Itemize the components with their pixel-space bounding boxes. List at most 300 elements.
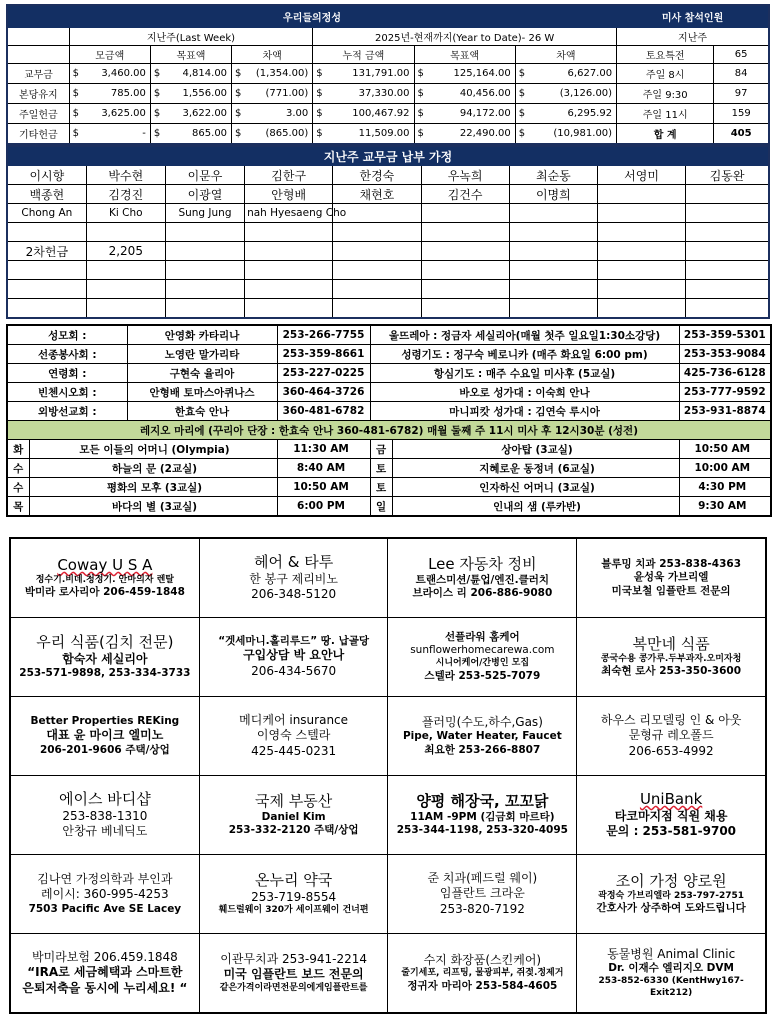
finance-subcorner-cell <box>7 46 69 64</box>
ad-title: Better Properties REKing <box>30 714 180 727</box>
ad-title: UniBank <box>639 790 703 809</box>
legion-day: 수 <box>7 478 29 497</box>
donors-table <box>6 145 770 319</box>
ad-cell[interactable] <box>10 538 199 618</box>
attendance-value: 84 <box>714 64 769 84</box>
donor-cell <box>597 280 685 299</box>
ad-cell[interactable] <box>388 538 577 618</box>
ad-detail-line: 미국 임플란트 보드 전문의 <box>223 967 364 982</box>
table-row <box>7 84 769 104</box>
ad-detail-line: 문형규 레오폴드 <box>628 728 714 743</box>
org-phone: 360-464-3726 <box>277 383 370 402</box>
ad-detail-line: Pipe, Water Heater, Faucet <box>402 730 562 743</box>
ad-cell[interactable] <box>10 618 199 697</box>
ad-detail-line: 트랜스미션/튠업/엔진.클러치 <box>415 573 550 586</box>
ad-title: Coway U S A <box>57 555 153 574</box>
donor-cell <box>421 261 509 280</box>
ad-detail-line: 브라이스 리 206-886-9080 <box>412 587 553 600</box>
donor-cell <box>421 242 509 261</box>
cell-ytd-goal: $ 40,456.00 <box>414 84 515 104</box>
cell-ytd-collected: $ 11,509.00 <box>313 124 414 145</box>
donor-cell <box>165 223 244 242</box>
ad-cell[interactable] <box>199 776 388 855</box>
donor-cell: 우녹희 <box>421 166 509 185</box>
ad-title: 메디케어 insurance <box>239 712 349 727</box>
attendance-total-label: 합 계 <box>617 124 714 145</box>
ad-row <box>10 697 766 776</box>
ad-cell[interactable] <box>577 697 766 776</box>
ad-cell[interactable] <box>199 538 388 618</box>
ad-title: 박미라보험 206.459.1848 <box>31 949 178 964</box>
ad-cell[interactable] <box>577 776 766 855</box>
ad-detail-line: 미국보철 임플란트 전문의 <box>611 584 731 597</box>
org-name: 성모회 : <box>7 325 127 345</box>
donor-cell <box>686 223 769 242</box>
donor-cell <box>7 299 86 319</box>
finance-row-label: 주일헌금 <box>7 104 69 124</box>
cell-ytd-collected: $ 37,330.00 <box>313 84 414 104</box>
finance-row-label: 교무금 <box>7 64 69 84</box>
legion-day: 일 <box>370 497 392 517</box>
finance-sub-header-row <box>7 46 769 64</box>
ad-cell[interactable] <box>10 934 199 1014</box>
table-row <box>7 325 771 345</box>
header-ytd-goal: 목표액 <box>414 46 515 64</box>
ad-title: 수지 화장품(스킨케어) <box>423 952 542 967</box>
attendance-label: 주일 8시 <box>617 64 714 84</box>
finance-title-left: 우리들의정성 <box>7 5 617 28</box>
ad-title: 김나연 가정의학과 부인과 <box>37 871 173 886</box>
ad-title: 국제 부동산 <box>255 791 333 810</box>
cell-lw-diff: $ (865.00) <box>232 124 313 145</box>
attendance-label-saturday: 토요특전 <box>617 46 714 64</box>
legion-banner: 레지오 마리에 (꾸리아 단장 : 한효숙 안나 360-481-6782) 매월 둘째 주 11시 미사 후 12시30분 (성전) <box>7 421 771 440</box>
finance-group-header-row <box>7 28 769 46</box>
ad-title: 온누리 약국 <box>255 870 333 889</box>
ad-detail-line: “IRA로 세금혜택과 스마트한 <box>27 965 183 980</box>
org-right-phone: 253-931-8874 <box>679 402 771 421</box>
table-row <box>7 402 771 421</box>
table-row <box>7 64 769 84</box>
donor-cell <box>421 299 509 319</box>
donor-cell: 서영미 <box>597 166 685 185</box>
org-right-phone: 425-736-6128 <box>679 364 771 383</box>
cell-ytd-goal: $ 94,172.00 <box>414 104 515 124</box>
ad-detail-line: 253-719-8554 <box>251 889 337 904</box>
ad-cell[interactable] <box>199 855 388 934</box>
header-ytd-collected: 누적 금액 <box>313 46 414 64</box>
legion-time: 10:50 AM <box>679 440 771 459</box>
cell-lw-collected: $ 3,460.00 <box>69 64 150 84</box>
donor-cell <box>245 242 333 261</box>
legion-time: 10:00 AM <box>679 459 771 478</box>
attendance-total-value: 405 <box>714 124 769 145</box>
table-row <box>7 223 769 242</box>
finance-row-label: 본당유지 <box>7 84 69 104</box>
ad-title: 헤어 & 타투 <box>254 553 334 572</box>
ad-detail-line: 253-332-2120 주택/상업 <box>228 824 359 837</box>
donor-cell <box>509 299 597 319</box>
donor-cell <box>245 280 333 299</box>
donor-cell <box>165 261 244 280</box>
ad-cell[interactable] <box>388 776 577 855</box>
donor-cell <box>509 280 597 299</box>
legion-day: 토 <box>370 459 392 478</box>
header-lw-goal: 목표액 <box>150 46 231 64</box>
finance-group-last-week: 지난주(Last Week) <box>69 28 313 46</box>
ad-cell[interactable] <box>577 855 766 934</box>
donor-cell: nah Hyesaeng Cho <box>245 204 333 223</box>
donor-cell <box>86 280 165 299</box>
donor-cell: 김경진 <box>86 185 165 204</box>
legion-day: 수 <box>7 459 29 478</box>
ad-detail-line: sunflowerhomecarewa.com <box>410 644 555 657</box>
cell-lw-collected: $ - <box>69 124 150 145</box>
org-name: 외방선교회 : <box>7 402 127 421</box>
legion-time: 4:30 PM <box>679 478 771 497</box>
donor-cell <box>7 261 86 280</box>
ad-title: 양평 해장국, 꼬꼬닭 <box>416 791 549 810</box>
ad-detail-line: 간호사가 상주하여 도와드립니다 <box>596 902 746 915</box>
ad-detail-line: 임플란트 크라운 <box>439 886 525 901</box>
donor-cell: Sung Jung <box>165 204 244 223</box>
ad-title: 조이 가정 양로원 <box>615 871 727 890</box>
ad-detail-line: 206-434-5670 <box>251 663 337 678</box>
donors-title: 지난주 교무금 납부 가정 <box>7 146 769 166</box>
table-row <box>7 104 769 124</box>
legion-day: 토 <box>370 478 392 497</box>
attendance-value-saturday: 65 <box>714 46 769 64</box>
ad-title: 플러밍(수도,하수,Gas) <box>421 714 543 729</box>
org-right-text: 항심기도 : 매주 수요일 미사후 (5교실) <box>370 364 679 383</box>
ad-detail-line: 구입상담 박 요안나 <box>243 648 345 663</box>
org-right-text: 성령기도 : 정구숙 베로니카 (매주 화요일 6:00 pm) <box>370 345 679 364</box>
cell-ytd-collected: $ 131,791.00 <box>313 64 414 84</box>
ad-detail-line: 같은가격이라면전문의에게임플란트를 <box>219 982 368 993</box>
org-name: 연령회 : <box>7 364 127 383</box>
ad-detail-line: 함숙자 세실리아 <box>62 651 148 666</box>
donor-cell: 한경숙 <box>333 166 421 185</box>
ad-detail-line: 곽정숙 가브리엘라 253-797-2751 <box>598 890 745 901</box>
table-row <box>7 299 769 319</box>
org-phone: 360-481-6782 <box>277 402 370 421</box>
table-row <box>7 440 771 459</box>
table-row <box>7 204 769 223</box>
ad-detail-line: 정귀자 마리아 253-584-4605 <box>407 979 558 992</box>
ad-row <box>10 618 766 697</box>
donor-cell <box>686 185 769 204</box>
cell-ytd-goal: $ 125,164.00 <box>414 64 515 84</box>
table-row <box>7 242 769 261</box>
ad-detail-line: 레이시: 360-995-4253 <box>41 887 169 902</box>
donor-cell: Chong An <box>7 204 86 223</box>
donor-cell: 백종현 <box>7 185 86 204</box>
ad-detail-line: 한 봉구 제리비노 <box>249 571 338 586</box>
ad-detail-line: 대표 윤 마이크 엘미노 <box>46 728 164 743</box>
legion-praesidium-name: 모든 이들의 어머니 (Olympia) <box>29 440 277 459</box>
ad-cell[interactable] <box>388 855 577 934</box>
ad-title: 블루밍 치과 253-838-4363 <box>601 557 742 570</box>
second-collection-label: 2차헌금 <box>7 242 86 261</box>
legion-praesidium-name: 평화의 모후 (3교실) <box>29 478 277 497</box>
ad-detail-line: 253-344-1198, 253-320-4095 <box>396 824 568 837</box>
donor-cell <box>597 261 685 280</box>
donor-cell <box>333 299 421 319</box>
ad-detail-line: 11AM -9PM (김금회 마르타) <box>410 810 555 823</box>
cell-lw-diff: $ (771.00) <box>232 84 313 104</box>
donor-cell <box>86 223 165 242</box>
org-phone: 253-227-0225 <box>277 364 370 383</box>
table-row <box>7 124 769 145</box>
donor-cell: 이광열 <box>165 185 244 204</box>
donor-cell: 이문우 <box>165 166 244 185</box>
ad-title: Lee 자동차 정비 <box>428 554 537 573</box>
cell-lw-goal: $ 3,622.00 <box>150 104 231 124</box>
ad-cell[interactable] <box>577 538 766 618</box>
legion-praesidium-name: 인내의 샘 (루카반) <box>392 497 679 517</box>
ad-title: 에이스 바디샵 <box>59 790 151 809</box>
ad-cell[interactable] <box>199 697 388 776</box>
donor-cell: 최순동 <box>509 166 597 185</box>
ad-cell[interactable] <box>10 697 199 776</box>
finance-title-right: 미사 참석인원 <box>617 5 769 28</box>
legion-time: 11:30 AM <box>277 440 370 459</box>
header-lw-diff: 차액 <box>232 46 313 64</box>
legion-praesidium-name: 바다의 별 (3교실) <box>29 497 277 517</box>
ad-title: 이관무치과 253-941-2214 <box>220 951 367 966</box>
donor-cell <box>86 261 165 280</box>
advertisement-grid <box>9 537 767 1014</box>
legion-praesidium-name: 지혜로운 동정녀 (6교실) <box>392 459 679 478</box>
donor-cell <box>7 223 86 242</box>
ad-detail-line: 윤성욱 가브리엘 <box>633 571 709 584</box>
cell-ytd-diff: $ (3,126.00) <box>515 84 616 104</box>
ad-row <box>10 855 766 934</box>
cell-ytd-diff: $ 6,295.92 <box>515 104 616 124</box>
attendance-value: 159 <box>714 104 769 124</box>
legion-day: 목 <box>7 497 29 517</box>
cell-ytd-collected: $ 100,467.92 <box>313 104 414 124</box>
cell-lw-collected: $ 785.00 <box>69 84 150 104</box>
ad-detail-line: 타코마지점 직원 채용 <box>614 808 728 823</box>
cell-ytd-diff: $ 6,627.00 <box>515 64 616 84</box>
donor-cell <box>333 280 421 299</box>
org-name: 선종봉사회 : <box>7 345 127 364</box>
org-phone: 253-266-7755 <box>277 325 370 345</box>
legion-time: 10:50 AM <box>277 478 370 497</box>
ad-title: 우리 식품(김치 전문) <box>36 633 174 651</box>
donor-cell <box>686 280 769 299</box>
donor-cell <box>165 242 244 261</box>
organizations-table <box>6 324 772 517</box>
donor-cell: 김동완 <box>686 166 769 185</box>
donor-cell: 이명희 <box>509 185 597 204</box>
donor-cell <box>597 223 685 242</box>
table-row <box>7 364 771 383</box>
ad-cell[interactable] <box>10 776 199 855</box>
attendance-value: 97 <box>714 84 769 104</box>
ad-title: 선플라워 홈케어 <box>445 630 520 643</box>
ad-detail-line: 206-201-9606 주택/상업 <box>39 743 170 756</box>
finance-group-ytd: 2025년-현재까지(Year to Date)- 26 W <box>313 28 617 46</box>
org-right-text: 바오로 성가대 : 이숙희 안나 <box>370 383 679 402</box>
ad-row <box>10 538 766 618</box>
ad-cell[interactable] <box>10 855 199 934</box>
ad-row <box>10 776 766 855</box>
org-phone: 253-359-8661 <box>277 345 370 364</box>
org-right-phone: 253-353-9084 <box>679 345 771 364</box>
donor-cell <box>245 261 333 280</box>
donor-cell <box>686 242 769 261</box>
ad-detail-line: 정수기.비데.청정기. 안마의자 렌탈 <box>35 574 174 585</box>
finance-group-attendance: 지난주 <box>617 28 769 46</box>
donor-cell <box>333 223 421 242</box>
ad-cell[interactable] <box>388 934 577 1014</box>
org-person: 한효숙 안나 <box>127 402 277 421</box>
attendance-label: 주일 11시 <box>617 104 714 124</box>
donor-cell <box>509 261 597 280</box>
ad-detail-line: 은퇴저축을 동시에 누리세요! “ <box>22 980 188 995</box>
donor-cell <box>597 185 685 204</box>
table-row <box>7 478 771 497</box>
ad-detail-line: 안창규 베네딕도 <box>62 824 148 839</box>
org-right-text: 마니피캇 성가대 : 김연숙 루시아 <box>370 402 679 421</box>
org-right-phone: 253-359-5301 <box>679 325 771 345</box>
table-row <box>7 166 769 185</box>
ad-detail-line: 최요한 253-266-8807 <box>424 743 541 756</box>
donor-cell <box>333 204 421 223</box>
donor-cell: 김건수 <box>421 185 509 204</box>
org-person: 안영화 카타리나 <box>127 325 277 345</box>
donor-cell <box>421 204 509 223</box>
org-person: 구현숙 율리아 <box>127 364 277 383</box>
finance-title-row <box>7 5 769 28</box>
legion-time: 9:30 AM <box>679 497 771 517</box>
cell-ytd-diff: $ (10,981.00) <box>515 124 616 145</box>
legion-day: 화 <box>7 440 29 459</box>
ad-cell[interactable] <box>199 618 388 697</box>
cell-ytd-goal: $ 22,490.00 <box>414 124 515 145</box>
ad-detail-line: 7503 Pacific Ave SE Lacey <box>28 902 182 915</box>
cell-lw-goal: $ 865.00 <box>150 124 231 145</box>
ad-detail-line: 최숙현 로사 253-350-3600 <box>601 665 742 678</box>
ad-cell[interactable] <box>577 618 766 697</box>
ad-cell[interactable] <box>388 697 577 776</box>
second-collection-value: 2,205 <box>86 242 165 261</box>
ad-detail-line: Daniel Kim <box>261 810 326 823</box>
ad-title: 복만네 식품 <box>632 634 710 653</box>
table-row <box>7 261 769 280</box>
donor-cell <box>421 223 509 242</box>
attendance-label: 주일 9:30 <box>617 84 714 104</box>
donors-title-row <box>7 146 769 166</box>
org-name: 빈첸시오회 : <box>7 383 127 402</box>
table-row <box>7 459 771 478</box>
donor-cell <box>597 299 685 319</box>
ad-detail-line: Dr. 이재수 엘리지오 DVM <box>608 962 734 975</box>
donor-cell <box>333 261 421 280</box>
donor-cell <box>686 299 769 319</box>
donor-cell <box>245 299 333 319</box>
donor-cell <box>421 280 509 299</box>
ad-row <box>10 934 766 1014</box>
ad-detail-line: 콩국수용 콩가루.두부과자.오미자청 <box>600 653 742 664</box>
org-right-text: 울뜨레아 : 정금자 세실리아(매월 첫주 일요일1:30소강당) <box>370 325 679 345</box>
legion-banner-row <box>7 421 771 440</box>
donor-cell <box>686 204 769 223</box>
donor-cell <box>597 242 685 261</box>
ad-detail-line: 253-852-6330 (KentHwy167-Exit212) <box>598 975 744 998</box>
org-person: 안형배 토마스아퀴나스 <box>127 383 277 402</box>
donor-cell <box>509 204 597 223</box>
ad-detail-line: 206-348-5120 <box>251 587 337 602</box>
donor-cell <box>245 223 333 242</box>
legion-praesidium-name: 인자하신 어머니 (3교실) <box>392 478 679 497</box>
donor-cell <box>509 242 597 261</box>
table-row <box>7 345 771 364</box>
ad-cell[interactable] <box>577 934 766 1014</box>
ad-detail-line: 253-838-1310 <box>62 808 148 823</box>
ad-detail-line: 425-445-0231 <box>251 743 337 758</box>
donor-cell <box>165 280 244 299</box>
cell-lw-collected: $ 3,625.00 <box>69 104 150 124</box>
cell-lw-diff: $ (1,354.00) <box>232 64 313 84</box>
header-lw-collected: 모금액 <box>69 46 150 64</box>
ad-detail-line: 줄기세포, 리프팅, 물광피부, 쥐젖.정제거 <box>401 968 564 979</box>
ad-cell[interactable] <box>199 934 388 1014</box>
legion-time: 6:00 PM <box>277 497 370 517</box>
donor-cell: 김한구 <box>245 166 333 185</box>
ad-detail-line: 시니어케어/간병인 모집 <box>435 657 530 668</box>
ad-title: 하우스 리모델링 인 & 아웃 <box>600 712 742 727</box>
table-row <box>7 497 771 517</box>
legion-praesidium-name: 상아탑 (3교실) <box>392 440 679 459</box>
ad-detail-line: 훼드럴웨이 320가 세이프웨이 건너편 <box>218 905 369 916</box>
ad-detail-line: 253-820-7192 <box>439 901 525 916</box>
ad-detail-line: 이영숙 스텔라 <box>256 728 331 743</box>
ad-title: 동물병원 Animal Clinic <box>607 946 736 961</box>
donor-cell <box>509 223 597 242</box>
legion-praesidium-name: 하늘의 문 (2교실) <box>29 459 277 478</box>
ad-detail-line: 박미라 로사리아 206-459-1848 <box>24 586 185 599</box>
ad-cell[interactable] <box>388 618 577 697</box>
donor-cell: 이시향 <box>7 166 86 185</box>
donor-cell: 안형배 <box>245 185 333 204</box>
cell-lw-goal: $ 4,814.00 <box>150 64 231 84</box>
ad-title: 준 치과(페드럴 웨이) <box>427 870 538 885</box>
finance-row-label: 기타헌금 <box>7 124 69 145</box>
org-right-phone: 253-777-9592 <box>679 383 771 402</box>
ad-detail-line: 253-571-9898, 253-334-3733 <box>19 667 191 680</box>
donor-cell <box>7 280 86 299</box>
ad-title: “겟세마니.홀리루드” 땅. 납골당 <box>218 634 370 647</box>
ad-detail-line: 스텔라 253-525-7079 <box>424 669 541 682</box>
donor-cell <box>686 261 769 280</box>
donor-cell: Ki Cho <box>86 204 165 223</box>
finance-corner-cell <box>7 28 69 46</box>
finance-table <box>6 4 770 145</box>
legion-time: 8:40 AM <box>277 459 370 478</box>
donor-cell <box>333 242 421 261</box>
donor-cell <box>86 299 165 319</box>
legion-day: 금 <box>370 440 392 459</box>
donor-cell: 채현호 <box>333 185 421 204</box>
table-row <box>7 185 769 204</box>
table-row <box>7 280 769 299</box>
ad-detail-line: 206-653-4992 <box>628 743 714 758</box>
ad-detail-line: 문의 : 253-581-9700 <box>606 824 737 839</box>
donor-cell <box>165 299 244 319</box>
